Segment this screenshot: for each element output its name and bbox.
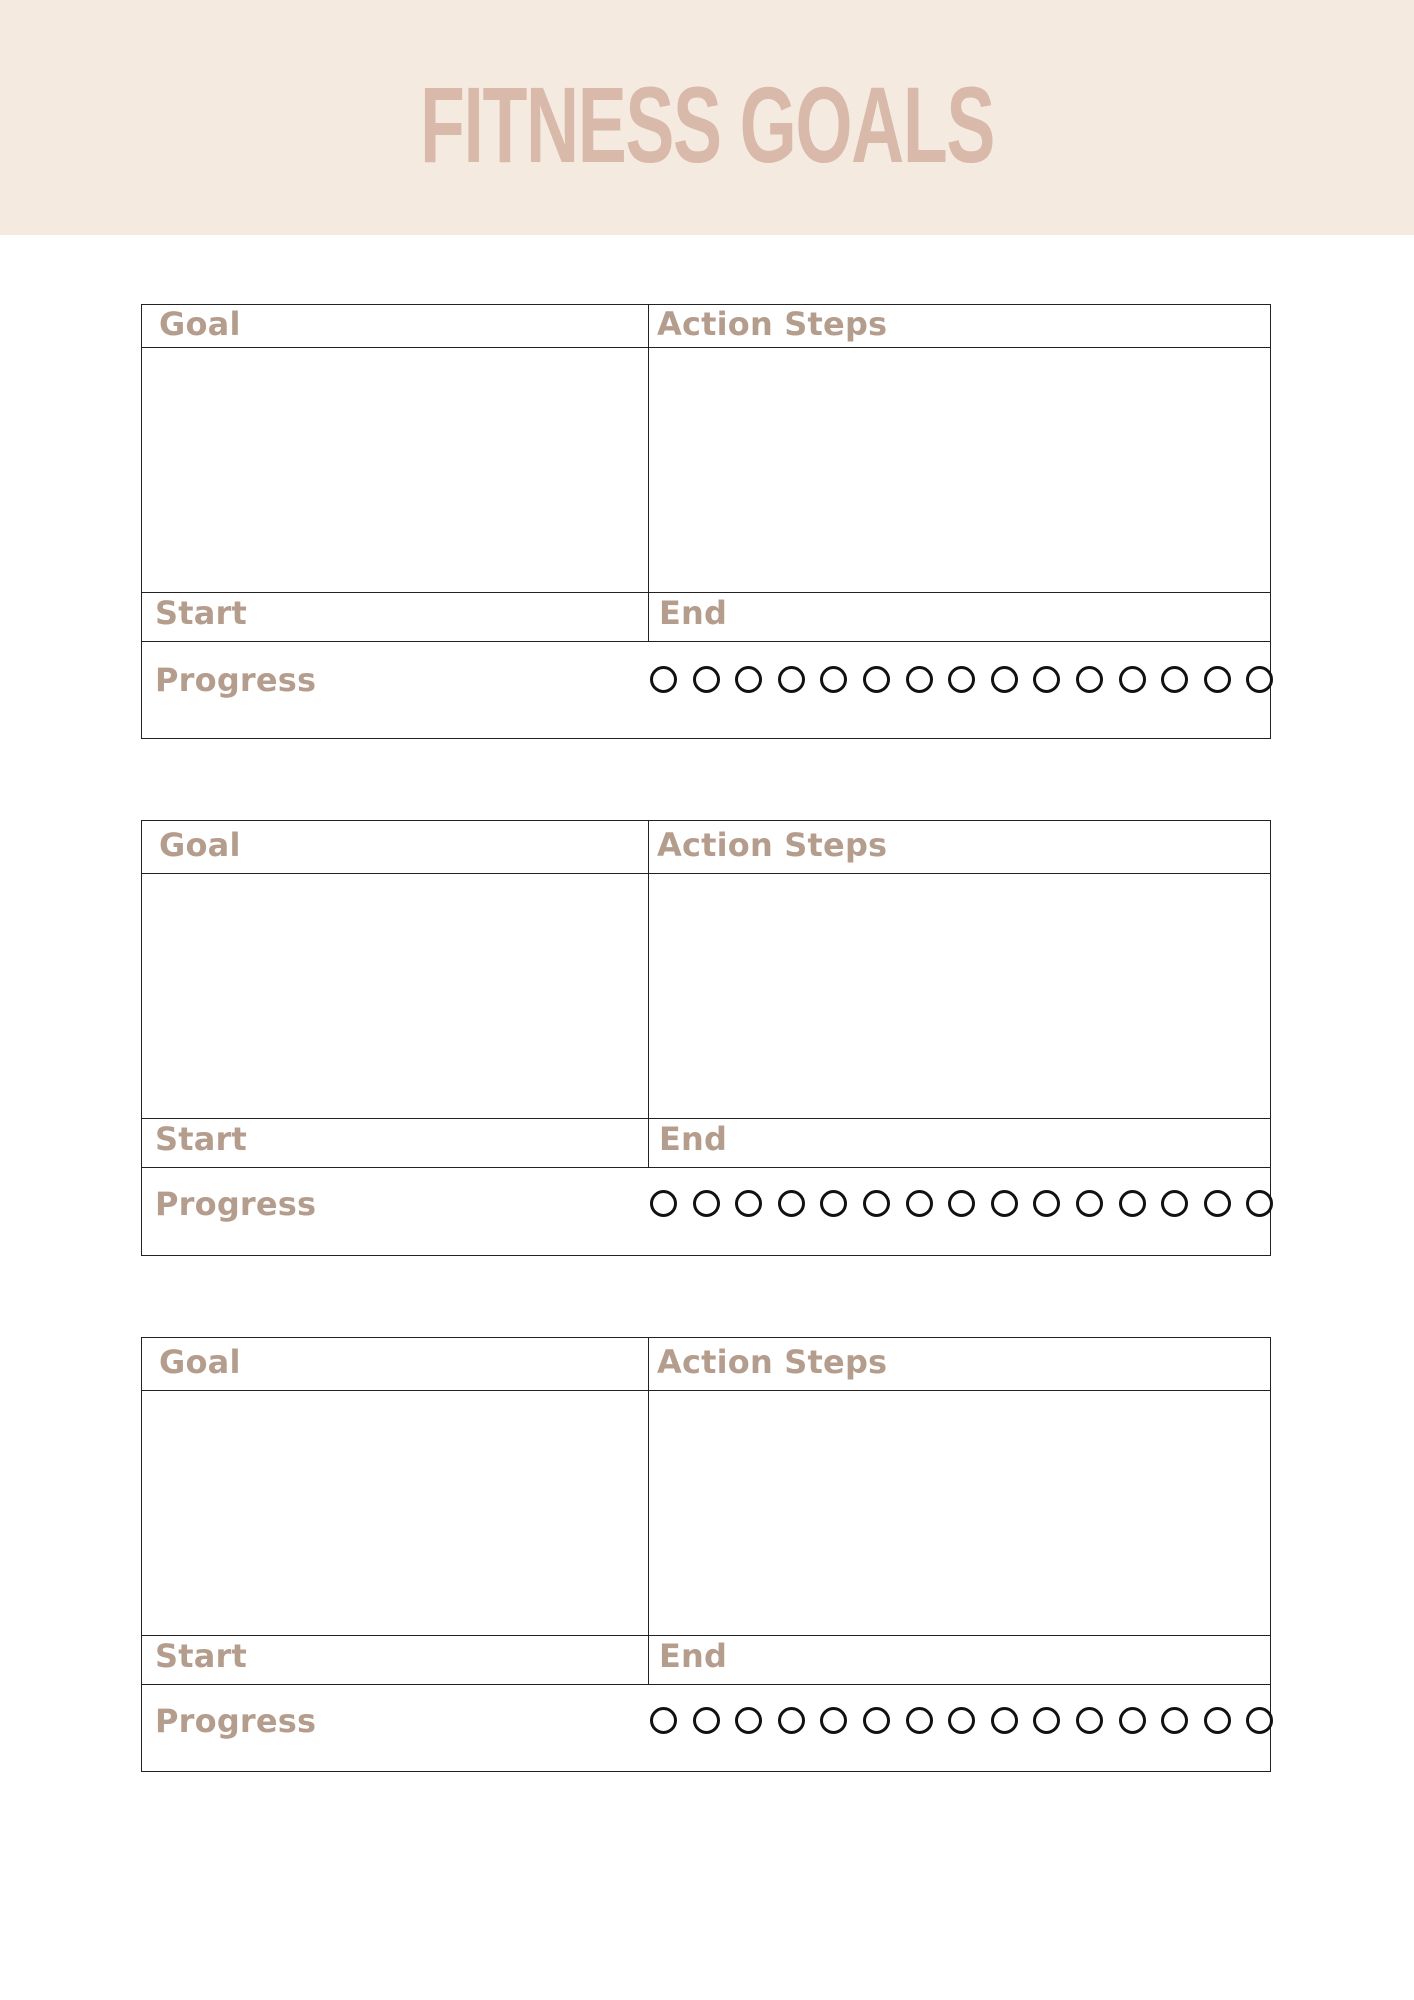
- progress-circle[interactable]: [1033, 666, 1060, 693]
- end-field[interactable]: [722, 1636, 1267, 1683]
- start-field[interactable]: [232, 1636, 642, 1683]
- progress-label: Progress: [155, 1185, 317, 1223]
- start-label: Start: [155, 1637, 248, 1675]
- progress-circle[interactable]: [693, 1707, 720, 1734]
- progress-circle[interactable]: [863, 1707, 890, 1734]
- progress-tracker: [650, 1190, 1273, 1217]
- progress-circle[interactable]: [820, 666, 847, 693]
- action-steps-field[interactable]: [650, 348, 1270, 592]
- start-label: Start: [155, 1120, 248, 1158]
- progress-circle[interactable]: [650, 1707, 677, 1734]
- progress-circle[interactable]: [906, 666, 933, 693]
- progress-circle[interactable]: [948, 666, 975, 693]
- progress-circle[interactable]: [650, 1190, 677, 1217]
- progress-circle[interactable]: [820, 1707, 847, 1734]
- progress-circle[interactable]: [1161, 1707, 1188, 1734]
- progress-circle[interactable]: [906, 1707, 933, 1734]
- progress-tracker: [650, 1707, 1273, 1734]
- end-label: End: [659, 1120, 728, 1158]
- progress-circle[interactable]: [948, 1190, 975, 1217]
- progress-circle[interactable]: [1119, 1707, 1146, 1734]
- progress-tracker: [650, 666, 1273, 693]
- progress-circle[interactable]: [991, 666, 1018, 693]
- progress-circle[interactable]: [1076, 1190, 1103, 1217]
- progress-circle[interactable]: [1246, 1190, 1273, 1217]
- action-steps-label: Action Steps: [657, 826, 888, 864]
- progress-circle[interactable]: [1246, 1707, 1273, 1734]
- progress-circle[interactable]: [820, 1190, 847, 1217]
- progress-circle[interactable]: [1119, 666, 1146, 693]
- progress-circle[interactable]: [735, 1190, 762, 1217]
- goal-card: [141, 820, 1271, 1256]
- progress-circle[interactable]: [1161, 1190, 1188, 1217]
- goal-field[interactable]: [142, 1391, 647, 1635]
- action-steps-label: Action Steps: [657, 1343, 888, 1381]
- end-field[interactable]: [722, 1119, 1267, 1166]
- progress-circle[interactable]: [1033, 1707, 1060, 1734]
- progress-circle[interactable]: [1204, 666, 1231, 693]
- progress-circle[interactable]: [693, 666, 720, 693]
- goal-label: Goal: [159, 1343, 241, 1381]
- action-steps-field[interactable]: [650, 874, 1270, 1118]
- progress-circle[interactable]: [1119, 1190, 1146, 1217]
- end-label: End: [659, 594, 728, 632]
- page-title: FITNESS GOALS: [420, 64, 994, 185]
- goal-field[interactable]: [142, 874, 647, 1118]
- progress-circle[interactable]: [1204, 1190, 1231, 1217]
- start-field[interactable]: [232, 593, 642, 640]
- progress-circle[interactable]: [1033, 1190, 1060, 1217]
- progress-circle[interactable]: [650, 666, 677, 693]
- progress-circle[interactable]: [693, 1190, 720, 1217]
- goal-card: [141, 304, 1271, 739]
- end-label: End: [659, 1637, 728, 1675]
- progress-circle[interactable]: [906, 1190, 933, 1217]
- progress-circle[interactable]: [1076, 1707, 1103, 1734]
- progress-circle[interactable]: [735, 666, 762, 693]
- goal-field[interactable]: [142, 348, 647, 592]
- start-field[interactable]: [232, 1119, 642, 1166]
- progress-circle[interactable]: [1076, 666, 1103, 693]
- progress-circle[interactable]: [735, 1707, 762, 1734]
- action-steps-field[interactable]: [650, 1391, 1270, 1635]
- end-field[interactable]: [722, 593, 1267, 640]
- goal-card: [141, 1337, 1271, 1772]
- progress-circle[interactable]: [991, 1190, 1018, 1217]
- progress-circle[interactable]: [948, 1707, 975, 1734]
- progress-circle[interactable]: [1246, 666, 1273, 693]
- progress-circle[interactable]: [778, 1190, 805, 1217]
- progress-circle[interactable]: [863, 666, 890, 693]
- progress-circle[interactable]: [778, 666, 805, 693]
- progress-circle[interactable]: [863, 1190, 890, 1217]
- progress-circle[interactable]: [1204, 1707, 1231, 1734]
- action-steps-label: Action Steps: [657, 305, 888, 343]
- progress-label: Progress: [155, 661, 317, 699]
- goal-label: Goal: [159, 826, 241, 864]
- progress-circle[interactable]: [991, 1707, 1018, 1734]
- progress-circle[interactable]: [1161, 666, 1188, 693]
- goal-label: Goal: [159, 305, 241, 343]
- progress-circle[interactable]: [778, 1707, 805, 1734]
- start-label: Start: [155, 594, 248, 632]
- progress-label: Progress: [155, 1702, 317, 1740]
